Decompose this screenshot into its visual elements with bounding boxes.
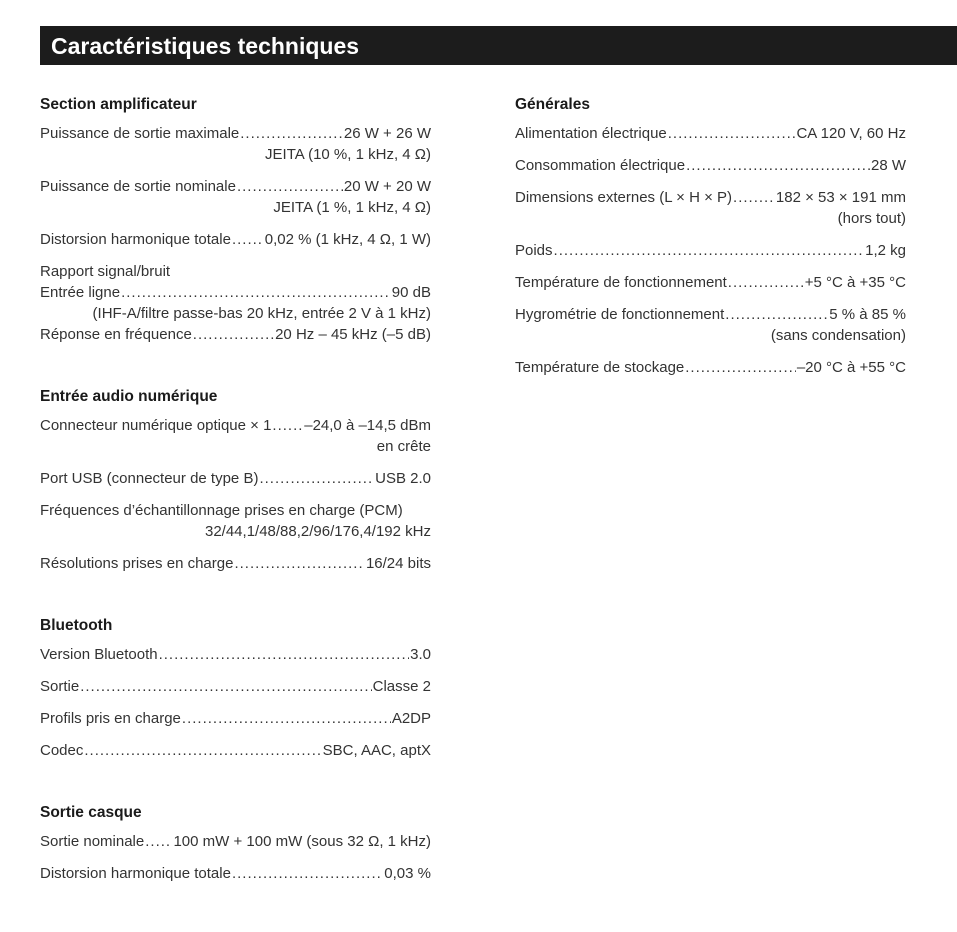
spec-label: Sortie (40, 678, 80, 695)
right-column (515, 95, 906, 420)
spec-subvalue: (sans condensation) (770, 327, 906, 344)
spec-value: +5 °C à +35 °C (804, 274, 906, 291)
spec-resolution (40, 553, 431, 574)
leader-dots (240, 123, 343, 144)
spec-label: Température de stockage (515, 359, 685, 376)
spec-hp-thd (40, 863, 431, 884)
spec-value: Classe 2 (372, 678, 431, 695)
spec-humidity (515, 304, 906, 346)
left-column (40, 95, 431, 926)
spec-label: Consommation électrique (515, 157, 686, 174)
spec-subvalue: (IHF-A/filtre passe-bas 20 kHz, entrée 2 V à 1 kHz) (92, 305, 431, 322)
section-heading: Sortie casque (40, 804, 142, 821)
section-amplifier (40, 95, 431, 345)
spec-value: 0,03 % (384, 865, 431, 882)
spec-subvalue: JEITA (1 %, 1 kHz, 4 Ω) (273, 199, 431, 216)
spec-value: 20 W + 20 W (343, 178, 431, 195)
spec-consumption (515, 155, 906, 176)
spec-label: Alimentation électrique (515, 125, 667, 142)
leader-dots (725, 304, 828, 325)
spec-label: Dimensions externes (L × H × P) (515, 189, 733, 206)
spec-subvalue: (hors tout) (837, 210, 906, 227)
spec-storage-temp (515, 357, 906, 378)
spec-value: CA 120 V, 60 Hz (796, 125, 906, 142)
spec-label: Puissance de sortie maximale (40, 125, 240, 142)
spec-value: SBC, AAC, aptX (322, 742, 431, 759)
spec-label: Réponse en fréquence (40, 326, 192, 343)
spec-value: 182 × 53 × 191 mm (775, 189, 906, 206)
leader-dots (121, 282, 391, 303)
spec-label: Codec (40, 742, 84, 759)
spec-value: 100 mW + 100 mW (sous 32 Ω, 1 kHz) (173, 833, 431, 850)
spec-label: Température de fonctionnement (515, 274, 727, 291)
spec-label: Fréquences d’échantillonnage prises en charge (PCM) (40, 502, 403, 519)
leader-dots (182, 708, 391, 729)
section-heading: Bluetooth (40, 617, 113, 634)
spec-label: Sortie nominale (40, 833, 145, 850)
leader-dots (733, 187, 775, 208)
leader-dots (259, 468, 374, 489)
spec-dimensions (515, 187, 906, 229)
section-bluetooth (40, 616, 431, 761)
spec-label: Résolutions prises en charge (40, 555, 234, 572)
spec-value: USB 2.0 (375, 470, 431, 487)
spec-value: 1,2 kg (865, 242, 906, 259)
spec-subvalue: en crête (376, 438, 431, 455)
spec-optical (40, 415, 431, 457)
section-heading: Générales (515, 96, 590, 113)
page-title-bar (40, 26, 957, 65)
spec-sampling (40, 500, 431, 542)
spec-value: 3.0 (410, 646, 431, 663)
spec-label: Rapport signal/bruit (40, 263, 171, 280)
spec-label: Version Bluetooth (40, 646, 158, 663)
spec-weight (515, 240, 906, 261)
spec-snr (40, 261, 431, 345)
leader-dots (234, 553, 365, 574)
leader-dots (80, 676, 371, 697)
spec-value: 28 W (870, 157, 906, 174)
spec-label: Entrée ligne (40, 284, 121, 301)
spec-label: Distorsion harmonique totale (40, 231, 231, 248)
leader-dots (554, 240, 865, 261)
spec-value: –24,0 à –14,5 dBm (304, 417, 431, 434)
leader-dots (193, 324, 274, 345)
section-digital-input (40, 387, 431, 574)
spec-label: Port USB (connecteur de type B) (40, 470, 259, 487)
section-heading: Section amplificateur (40, 96, 197, 113)
leader-dots (237, 176, 343, 197)
leader-dots (685, 357, 796, 378)
section-general (515, 95, 906, 378)
leader-dots (232, 229, 264, 250)
spec-max-output (40, 123, 431, 165)
spec-value: 32/44,1/48/88,2/96/176,4/192 kHz (204, 523, 431, 540)
spec-power-supply (515, 123, 906, 144)
spec-value: 20 Hz – 45 kHz (–5 dB) (275, 326, 431, 343)
spec-value: 26 W + 26 W (343, 125, 431, 142)
spec-thd (40, 229, 431, 250)
spec-value: A2DP (391, 710, 431, 727)
spec-subvalue: JEITA (10 %, 1 kHz, 4 Ω) (265, 146, 431, 163)
leader-dots (145, 831, 172, 852)
spec-value: 5 % à 85 % (829, 306, 906, 323)
spec-label: Distorsion harmonique totale (40, 865, 231, 882)
spec-label: Connecteur numérique optique × 1 (40, 417, 272, 434)
leader-dots (159, 644, 410, 665)
section-heading: Entrée audio numérique (40, 388, 218, 405)
spec-label: Hygrométrie de fonctionnement (515, 306, 725, 323)
page-title: Caractéristiques techniques (51, 33, 360, 59)
spec-hp-nominal (40, 831, 431, 852)
leader-dots (728, 272, 804, 293)
spec-bt-version (40, 644, 431, 665)
section-headphones (40, 803, 431, 884)
spec-value: –20 °C à +55 °C (796, 359, 906, 376)
spec-bt-codec (40, 740, 431, 761)
spec-value: 0,02 % (1 kHz, 4 Ω, 1 W) (264, 231, 431, 248)
spec-bt-output (40, 676, 431, 697)
leader-dots (686, 155, 870, 176)
leader-dots (668, 123, 796, 144)
spec-bt-profiles (40, 708, 431, 729)
spec-operating-temp (515, 272, 906, 293)
spec-nominal-output (40, 176, 431, 218)
spec-value: 16/24 bits (365, 555, 431, 572)
spec-label: Profils pris en charge (40, 710, 181, 727)
leader-dots (232, 863, 383, 884)
spec-usb (40, 468, 431, 489)
spec-label: Puissance de sortie nominale (40, 178, 236, 195)
spec-label: Poids (515, 242, 553, 259)
leader-dots (272, 415, 303, 436)
spec-value: 90 dB (391, 284, 431, 301)
leader-dots (84, 740, 321, 761)
